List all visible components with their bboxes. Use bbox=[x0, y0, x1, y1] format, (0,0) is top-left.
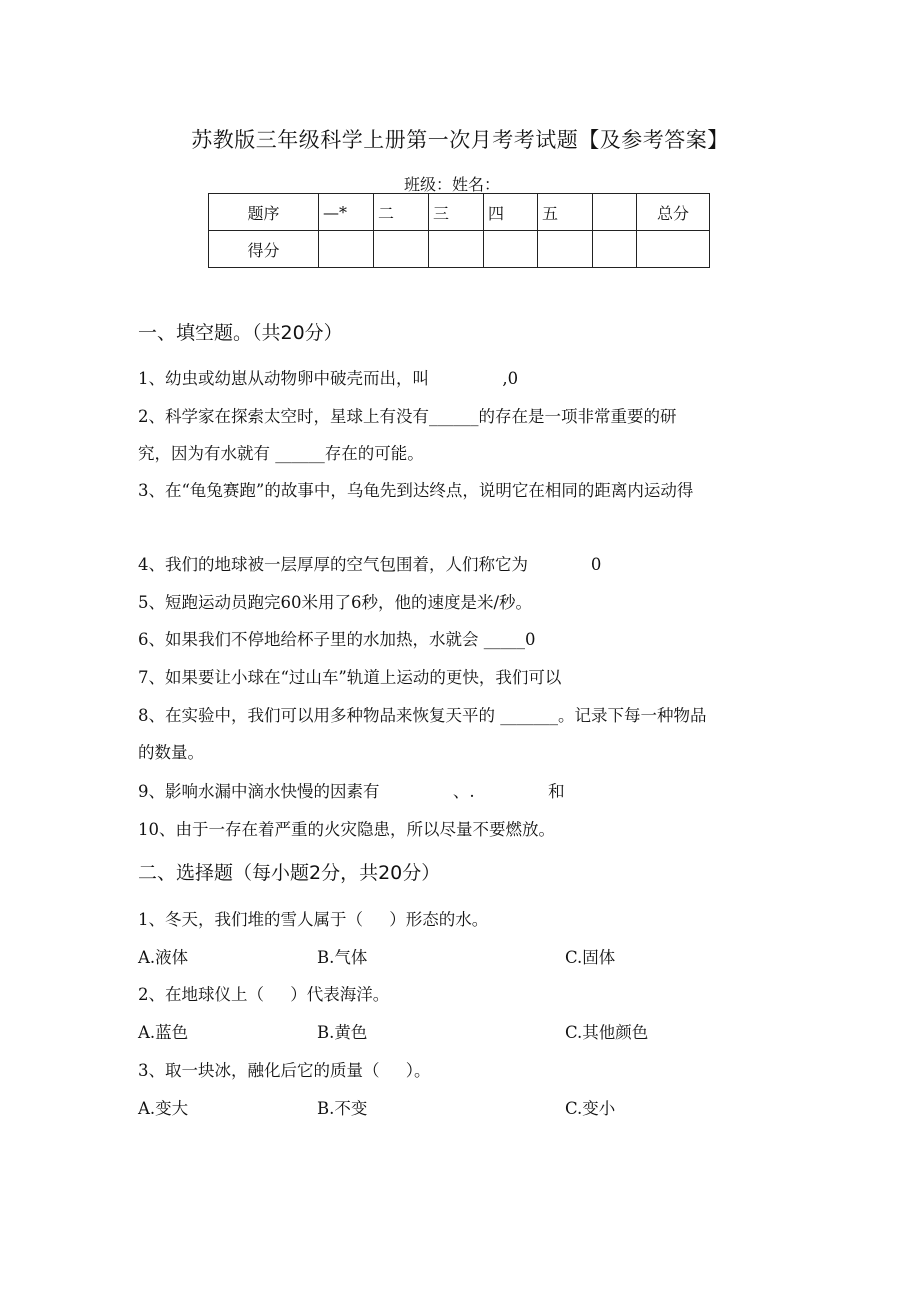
score-header-cell: 四 bbox=[484, 194, 538, 231]
score-row-label: 得分 bbox=[209, 231, 319, 268]
choice-option-a: A.液体 bbox=[138, 948, 189, 967]
score-cell bbox=[538, 231, 593, 268]
question-line: 5、短跑运动员跑完60米用了6秒，他的速度是米/秒。 bbox=[138, 593, 533, 612]
choice-option-a: A.变大 bbox=[138, 1099, 189, 1118]
question-line: 1、幼虫或幼崽从动物卵中破壳而出，叫 ,0 bbox=[138, 369, 519, 388]
question-line: 3、在“龟兔赛跑”的故事中，乌龟先到达终点，说明它在相同的距离内运动得 bbox=[138, 481, 694, 500]
score-table-header-row bbox=[209, 194, 710, 231]
score-cell bbox=[637, 231, 710, 268]
page-title: 苏教版三年级科学上册第一次月考考试题【及参考答案】 bbox=[191, 128, 729, 152]
score-header-cell bbox=[593, 194, 637, 231]
choice-question: 3、取一块冰，融化后它的质量（ ）。 bbox=[138, 1061, 431, 1080]
question-line: 6、如果我们不停地给杯子里的水加热，水就会 _____0 bbox=[138, 630, 536, 649]
question-line: 9、影响水漏中滴水快慢的因素有 、. 和 bbox=[138, 782, 565, 801]
score-header-cell: 三 bbox=[429, 194, 484, 231]
score-header-cell: 总分 bbox=[637, 194, 710, 231]
question-line: 究，因为有水就有 ______存在的可能。 bbox=[138, 444, 424, 463]
choice-question: 2、在地球仪上（ ）代表海洋。 bbox=[138, 985, 390, 1004]
choice-option-b: B.黄色 bbox=[317, 1023, 368, 1042]
score-cell bbox=[593, 231, 637, 268]
score-header-cell: 五 bbox=[538, 194, 593, 231]
choice-option-c: C.其他颜色 bbox=[565, 1023, 649, 1042]
section2-heading: 二、选择题（每小题2分，共20分） bbox=[138, 862, 441, 884]
question-line: 4、我们的地球被一层厚厚的空气包围着，人们称它为 0 bbox=[138, 555, 602, 574]
choice-question: 1、冬天，我们堆的雪人属于（ ）形态的水。 bbox=[138, 910, 489, 929]
score-table bbox=[208, 193, 710, 268]
score-cell bbox=[319, 231, 374, 268]
score-header-cell: —* bbox=[319, 194, 374, 231]
score-header-cell: 二 bbox=[374, 194, 429, 231]
class-name-line: 班级：姓名： bbox=[404, 175, 501, 194]
score-table-score-row bbox=[209, 231, 710, 268]
choice-option-b: B.气体 bbox=[317, 948, 368, 967]
question-line: 10、由于一存在着严重的火灾隐患，所以尽量不要燃放。 bbox=[138, 820, 555, 839]
score-cell bbox=[374, 231, 429, 268]
question-line: 7、如果要让小球在“过山车”轨道上运动的更快，我们可以 bbox=[138, 668, 562, 687]
question-line: 的数量。 bbox=[138, 743, 204, 762]
choice-option-a: A.蓝色 bbox=[138, 1023, 189, 1042]
choice-option-c: C.变小 bbox=[565, 1099, 616, 1118]
question-line: 2、科学家在探索太空时，星球上有没有______的存在是一项非常重要的研 bbox=[138, 407, 677, 426]
score-cell bbox=[429, 231, 484, 268]
choice-option-b: B.不变 bbox=[317, 1099, 368, 1118]
choice-option-c: C.固体 bbox=[565, 948, 616, 967]
section1-heading: 一、填空题。（共20分） bbox=[138, 322, 343, 344]
score-cell bbox=[484, 231, 538, 268]
score-header-cell: 题序 bbox=[209, 194, 319, 231]
question-line: 8、在实验中，我们可以用多种物品来恢复天平的 _______。记录下每一种物品 bbox=[138, 706, 707, 725]
